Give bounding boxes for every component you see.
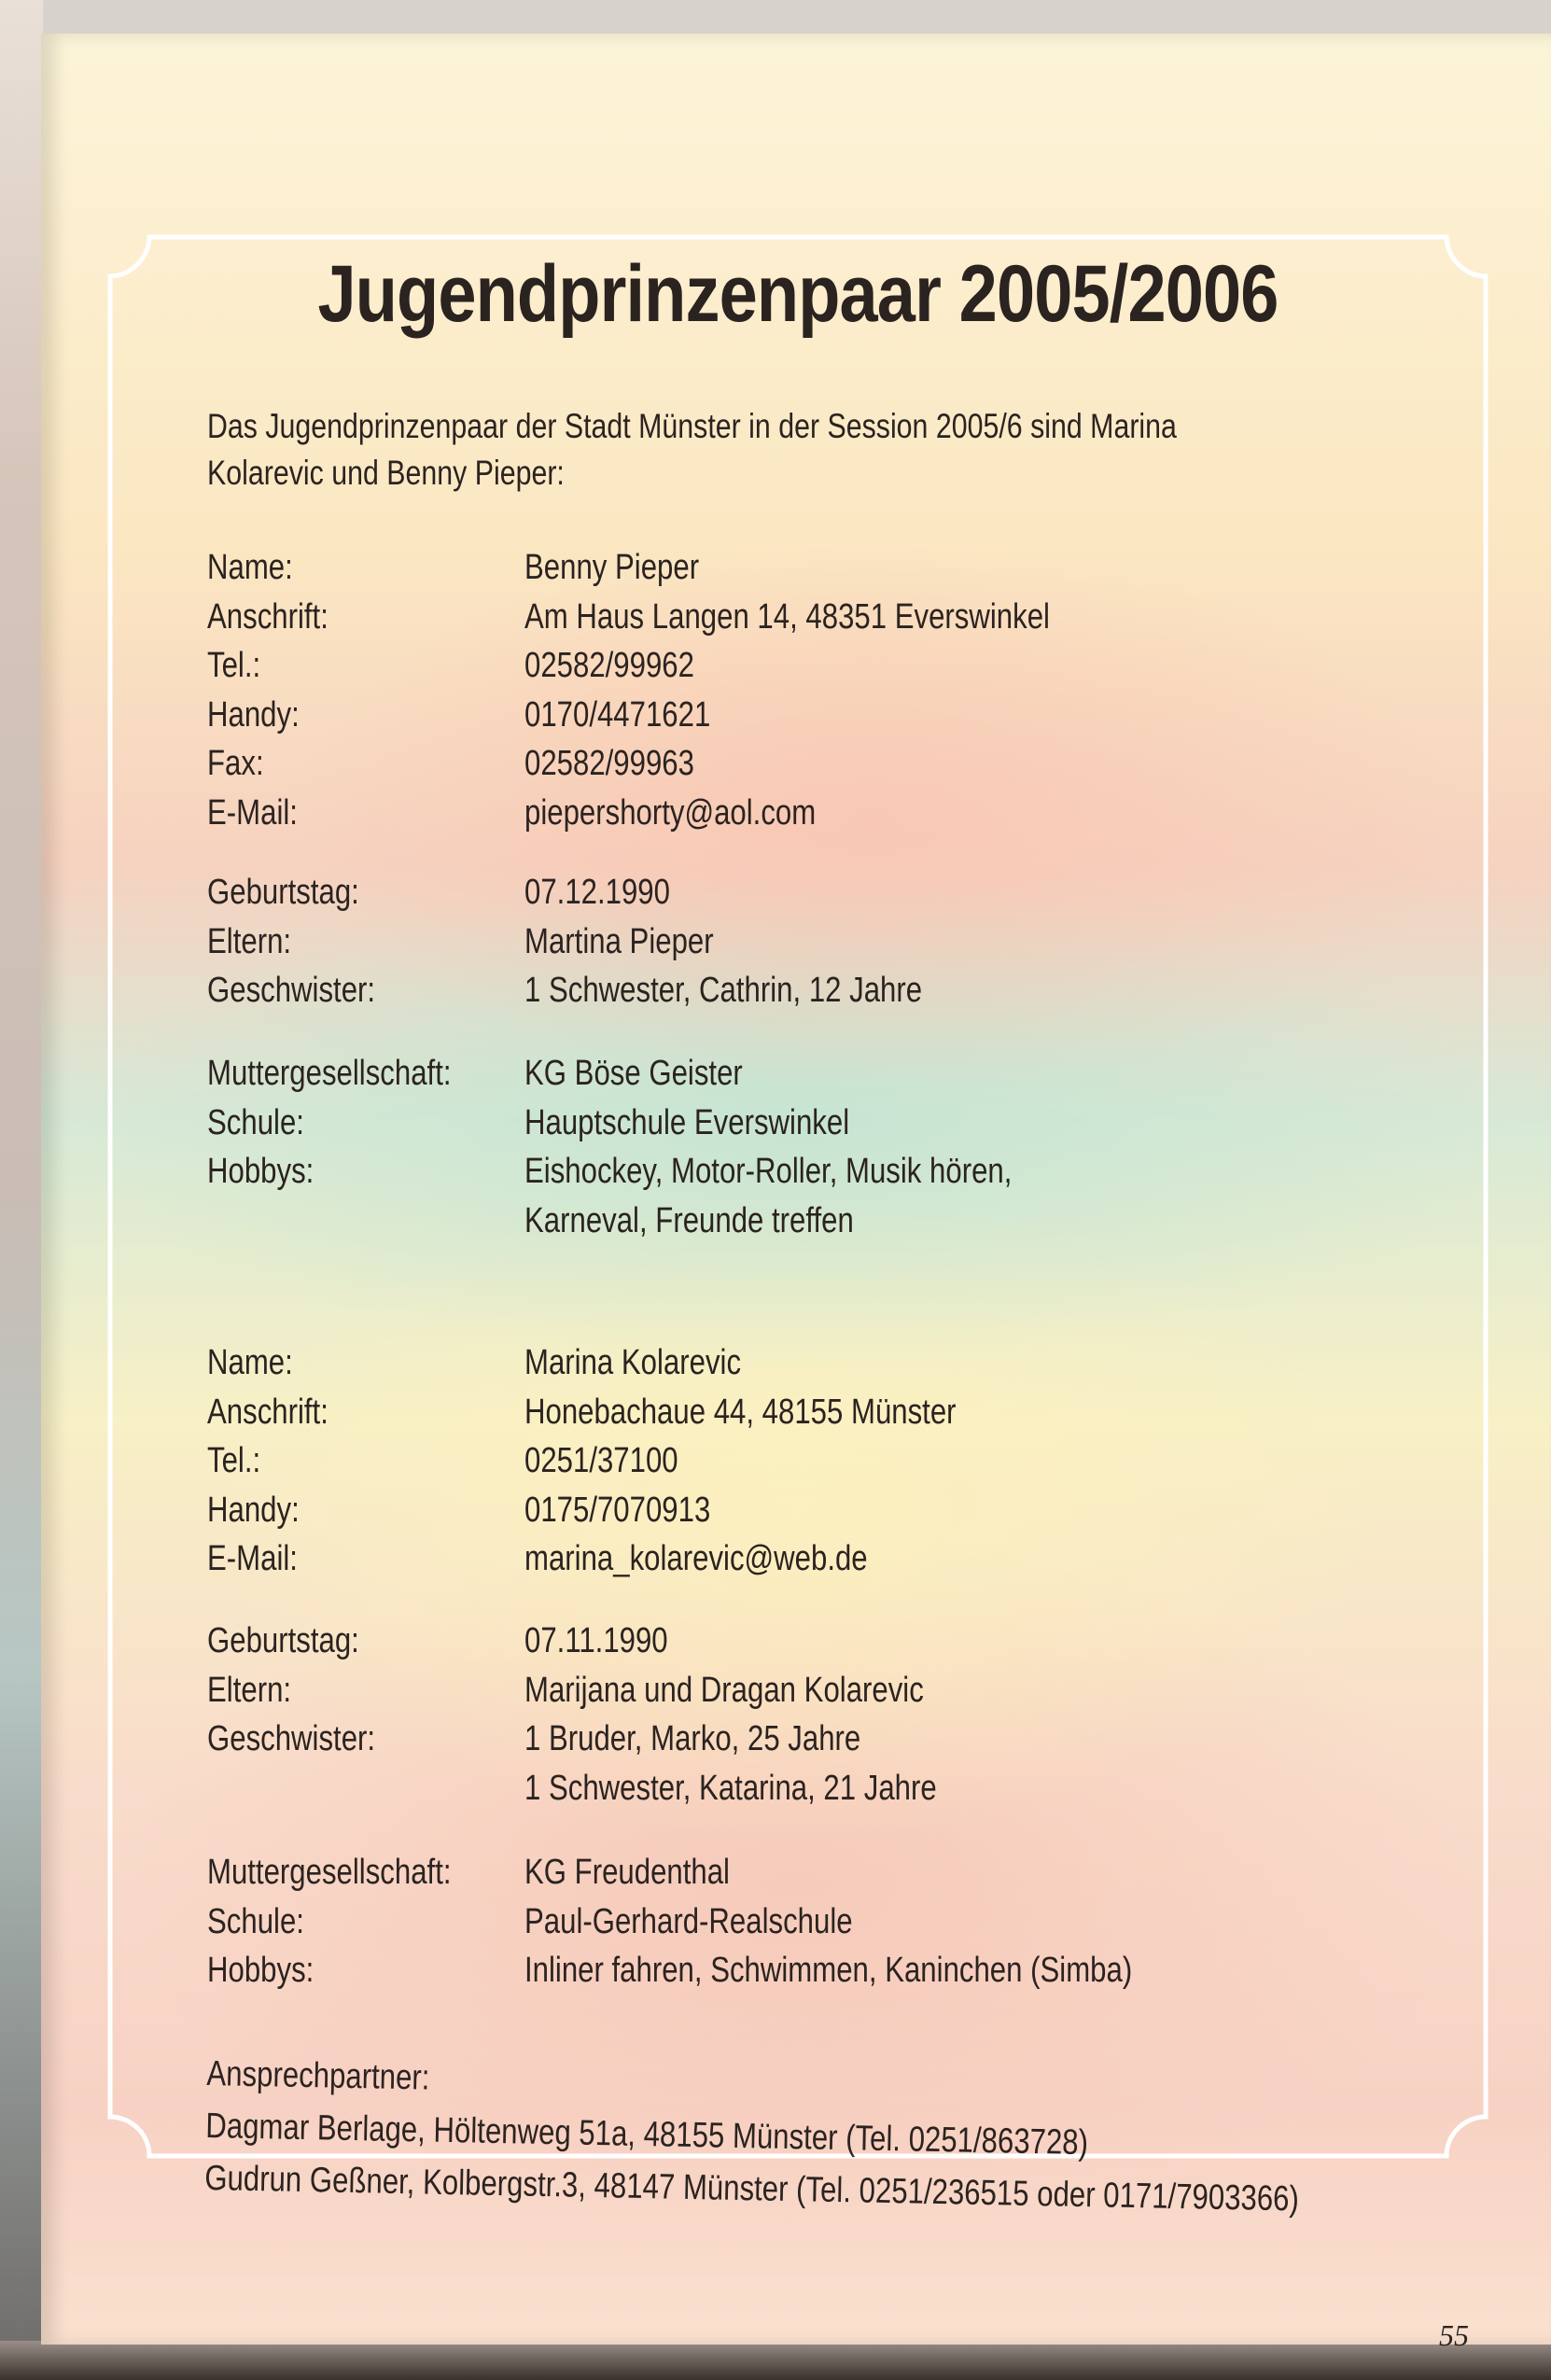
intro-line: Das Jugendprinzenpaar der Stadt Münster in der Session 2005/6 sind Marina: [207, 407, 1177, 445]
field-label: Handy:: [207, 1490, 300, 1530]
field-label: Hobbys:: [207, 1152, 314, 1191]
frame-content: [93, 209, 1502, 2219]
field-value: Benny Pieper: [524, 548, 700, 587]
field-value: Paul-Gerhard-Realschule: [524, 1901, 853, 1941]
book-bottom-edge: [0, 2341, 1551, 2380]
field-value: 02582/99962: [524, 646, 694, 685]
field-label: Geburtstag:: [207, 873, 359, 912]
field-label: Name:: [207, 1343, 293, 1382]
field-value: KG Freudenthal: [524, 1853, 730, 1892]
field-label: E-Mail:: [207, 1539, 298, 1578]
contact-person: Dagmar Berlage, Höltenweg 51a, 48155 Münster (Tel. 0251/863728): [204, 2106, 1089, 2163]
field-label: Tel.:: [207, 1441, 261, 1480]
field-label: Fax:: [207, 744, 264, 783]
field-label: Anschrift:: [207, 1392, 328, 1432]
field-value: 07.12.1990: [524, 873, 670, 912]
field-value: 0175/7070913: [524, 1490, 711, 1530]
field-value: Martina Pieper: [524, 921, 714, 961]
field-value: 1 Bruder, Marko, 25 Jahre: [524, 1719, 861, 1758]
contacts-heading: Ansprechpartner:: [206, 2053, 430, 2098]
field-label: Eltern:: [207, 1670, 292, 1710]
field-label: Geschwister:: [207, 1719, 376, 1758]
contact-persons: [204, 2048, 1302, 2225]
field-value: marina_kolarevic@web.de: [524, 1539, 868, 1578]
field-label: Handy:: [207, 694, 300, 735]
field-value: Karneval, Freunde treffen: [524, 1200, 854, 1240]
field-label: Tel.:: [207, 646, 261, 685]
field-label: Anschrift:: [207, 596, 328, 637]
field-value: Eishockey, Motor-Roller, Musik hören,: [524, 1152, 1013, 1191]
field-label: Name:: [207, 548, 293, 587]
field-value: Hauptschule Everswinkel: [524, 1102, 850, 1142]
field-label: Schule:: [207, 1102, 304, 1142]
field-value: 0170/4471621: [524, 694, 711, 735]
field-label: Geschwister:: [207, 971, 376, 1010]
intro-line: Kolarevic und Benny Pieper:: [207, 454, 565, 492]
field-value: Honebachaue 44, 48155 Münster: [524, 1392, 957, 1432]
field-value: Inliner fahren, Schwimmen, Kaninchen (Simba): [524, 1951, 1133, 1990]
field-label: Muttergesellschaft:: [207, 1054, 452, 1093]
field-value: KG Böse Geister: [524, 1054, 743, 1093]
page-number: 55: [1439, 2318, 1469, 2352]
page-title: Jugendprinzenpaar 2005/2006: [317, 249, 1279, 339]
field-value: 0251/37100: [524, 1441, 678, 1480]
field-value: 1 Schwester, Katarina, 21 Jahre: [524, 1768, 937, 1808]
field-label: E-Mail:: [207, 792, 298, 833]
field-value: 1 Schwester, Cathrin, 12 Jahre: [524, 971, 923, 1010]
contact-person: Gudrun Geßner, Kolbergstr.3, 48147 Münster (Tel. 0251/236515 oder 0171/7903366): [203, 2158, 1300, 2219]
field-value: Marijana und Dragan Kolarevic: [524, 1670, 924, 1710]
field-label: Hobbys:: [207, 1951, 314, 1990]
field-value: piepershorty@aol.com: [524, 792, 817, 833]
decorative-frame: [93, 209, 1502, 2219]
intro-paragraph: [207, 403, 1177, 497]
field-label: Geburtstag:: [207, 1621, 359, 1660]
field-value: Am Haus Langen 14, 48351 Everswinkel: [524, 596, 1050, 637]
previous-page-edge: [0, 0, 43, 2380]
field-label: Schule:: [207, 1901, 304, 1941]
field-value: 07.11.1990: [524, 1621, 668, 1660]
field-value: 02582/99963: [524, 744, 694, 783]
magazine-page: [41, 34, 1551, 2352]
field-label: Eltern:: [207, 921, 292, 961]
field-value: Marina Kolarevic: [524, 1343, 742, 1382]
field-label: Muttergesellschaft:: [207, 1853, 452, 1892]
